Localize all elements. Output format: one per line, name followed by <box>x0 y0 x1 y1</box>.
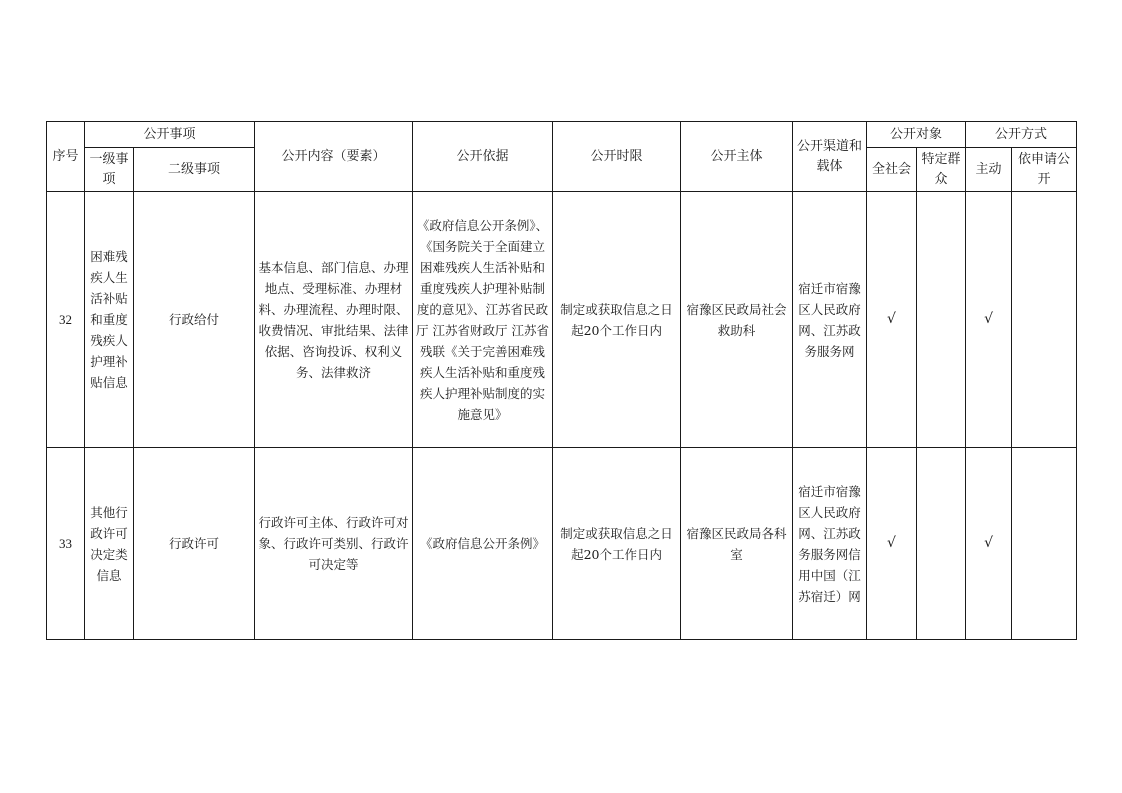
header-level2: 二级事项 <box>134 148 255 192</box>
row-seq: 33 <box>47 448 85 640</box>
row-seq: 32 <box>47 192 85 448</box>
row-audience-all-check: √ <box>867 192 917 448</box>
row-subject: 宿豫区民政局社会救助科 <box>681 192 793 448</box>
row-time-limit: 制定或获取信息之日起20个工作日内 <box>553 192 681 448</box>
header-seq: 序号 <box>47 122 85 192</box>
row-subject: 宿豫区民政局各科室 <box>681 448 793 640</box>
row-content: 行政许可主体、行政许可对象、行政许可类别、行政许可决定等 <box>255 448 413 640</box>
header-level1: 一级事项 <box>85 148 134 192</box>
header-method-active: 主动 <box>966 148 1012 192</box>
row-content: 基本信息、部门信息、办理地点、受理标准、办理材料、办理流程、办理时限、收费情况、审批结果、法律依据、咨询投诉、权利义务、法律救济 <box>255 192 413 448</box>
header-method-request: 依申请公开 <box>1012 148 1077 192</box>
row-level1: 其他行政许可决定类信息 <box>85 448 134 640</box>
row-time-limit: 制定或获取信息之日起20个工作日内 <box>553 448 681 640</box>
header-audience-specific: 特定群众 <box>917 148 966 192</box>
row-level2: 行政给付 <box>134 192 255 448</box>
row-level1: 困难残疾人生活补贴和重度残疾人护理补贴信息 <box>85 192 134 448</box>
row-channel: 宿迁市宿豫区人民政府网、江苏政务服务网信用中国（江苏宿迁）网 <box>793 448 867 640</box>
row-method-active-check: √ <box>966 448 1012 640</box>
row-channel: 宿迁市宿豫区人民政府网、江苏政务服务网 <box>793 192 867 448</box>
header-time-limit: 公开时限 <box>553 122 681 192</box>
header-content: 公开内容（要素） <box>255 122 413 192</box>
row-method-active-check: √ <box>966 192 1012 448</box>
table-header <box>47 122 1077 192</box>
disclosure-table <box>46 121 1077 640</box>
header-audience-all: 全社会 <box>867 148 917 192</box>
row-audience-specific-check <box>917 192 966 448</box>
row-level2: 行政许可 <box>134 448 255 640</box>
table-row <box>47 192 1077 448</box>
row-method-request-check <box>1012 448 1077 640</box>
header-method-group: 公开方式 <box>966 122 1077 148</box>
header-basis: 公开依据 <box>413 122 553 192</box>
table-row <box>47 448 1077 640</box>
header-audience-group: 公开对象 <box>867 122 966 148</box>
row-audience-all-check: √ <box>867 448 917 640</box>
header-subject: 公开主体 <box>681 122 793 192</box>
header-channel: 公开渠道和载体 <box>793 122 867 192</box>
header-items-group: 公开事项 <box>85 122 255 148</box>
row-audience-specific-check <box>917 448 966 640</box>
row-basis: 《政府信息公开条例》、《国务院关于全面建立困难残疾人生活补贴和重度残疾人护理补贴制度的意见》、江苏省民政厅 江苏省财政厅 江苏省残联《关于完善困难残疾人生活补贴和重度残疾人护理补贴制度的实施意见》 <box>413 192 553 448</box>
row-basis: 《政府信息公开条例》 <box>413 448 553 640</box>
row-method-request-check <box>1012 192 1077 448</box>
